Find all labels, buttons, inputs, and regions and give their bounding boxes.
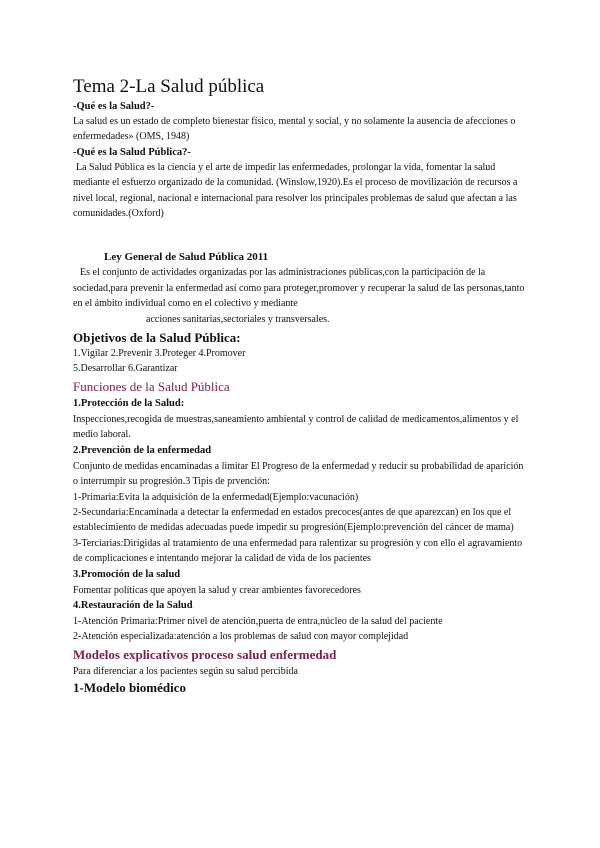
law-title: Ley General de Salud Pública 2011 xyxy=(104,251,269,264)
objectives-line-2: 5.Desarrollar 6.Garantizar xyxy=(73,363,178,375)
prevention-primary: 1-Primaria:Evita la adquisición de la enfermedad(Ejemplo:vacunación) xyxy=(73,491,359,503)
objectives-line-1: 1.Vigilar 2.Prevenir 3.Proteger 4.Promover xyxy=(73,348,246,360)
function-3-text: Fomentar políticas que apoyen la salud y crear ambientes favorecedores xyxy=(73,584,361,596)
question-health-heading: -Qué es la Salud?- xyxy=(73,101,155,112)
document-content xyxy=(73,76,525,696)
restoration-line-1: 1-Atención Primaria:Primer nivel de atención,puerta de entra,núcleo de la salud del paciente xyxy=(73,615,443,627)
functions-heading: Funciones de la Salud Pública xyxy=(73,378,230,394)
models-heading: Modelos explicativos proceso salud enfermedad xyxy=(73,646,337,662)
function-1-text: Inspecciones,recogida de muestras,saneamiento ambiental y control de calidad de medicamentos,alimentos y el medio laboral. xyxy=(73,413,519,441)
prevention-tertiary: 3-Terciarias:Dirigidas al tratamiento de una enfermedad para ralentizar su progresión y con ello el agravamiento de complicaciones e intentando mejorar la calidad de vida de los pacientes xyxy=(73,537,523,565)
objectives-heading: Objetivos de la Salud Pública: xyxy=(73,330,241,346)
function-3-heading: 3.Promoción de la salud xyxy=(73,568,181,580)
law-text: Es el conjunto de actividades organizadas por las administraciones públicas,con la participación de la sociedad,para prevenir la enfermedad así como para proteger,promover y recuperar la salud de las personas,tanto en el ámbito individual como en el colectivo y mediante xyxy=(73,267,525,310)
page-title: Tema 2-La Salud pública xyxy=(73,76,265,97)
function-1-heading: 1.Protección de la Salud: xyxy=(73,397,185,409)
spacer xyxy=(73,221,525,249)
function-2-text: Conjunto de medidas encaminadas a limitar El Progreso de la enfermedad y reducir su probabilidad de aparición o interrumpir su progresión.3 Tipis de prvención: xyxy=(73,460,524,488)
health-definition-text: La salud es un estado de completo bienestar físico, mental y social, y no solamente la ausencia de afecciones o enfermedades» (OMS, 1948) xyxy=(73,116,516,143)
public-health-definition-text: La Salud Pública es la ciencia y el arte de impedir las enfermedades, prolongar la vida, fomentar la salud mediante el esfuerzo organizado de la comunidad. (Winslow,1920).Es el proceso de movilización de recursos a nivel local, regional, nacional e internacional para resolver los principales problemas de salud que afectan a las comunidades.(Oxford) xyxy=(73,161,518,220)
model-1-heading: 1-Modelo biomédico xyxy=(73,680,187,696)
restoration-line-2: 2-Atención especializada:atención a los problemas de salud con mayor complejidad xyxy=(73,631,409,643)
function-4-heading: 4.Restauración de la Salud xyxy=(73,599,193,611)
prevention-secondary: 2-Secundaria:Encaminada a detectar la enfermedad en estados precoces(antes de que aparezcan) en los que el establecimiento de medidas adecuadas puede impedir su progresión(Ejemplo:prevención del cáncer de mama) xyxy=(73,506,514,534)
question-public-health-heading: -Qué es la Salud Pública?- xyxy=(73,146,191,158)
models-text: Para diferenciar a los pacientes según su salud percibida xyxy=(73,665,298,677)
law-text-continued: acciones sanitarias,sectoriales y transversales. xyxy=(146,313,330,325)
function-2-heading: 2.Prevención de la enfermedad xyxy=(73,444,212,456)
